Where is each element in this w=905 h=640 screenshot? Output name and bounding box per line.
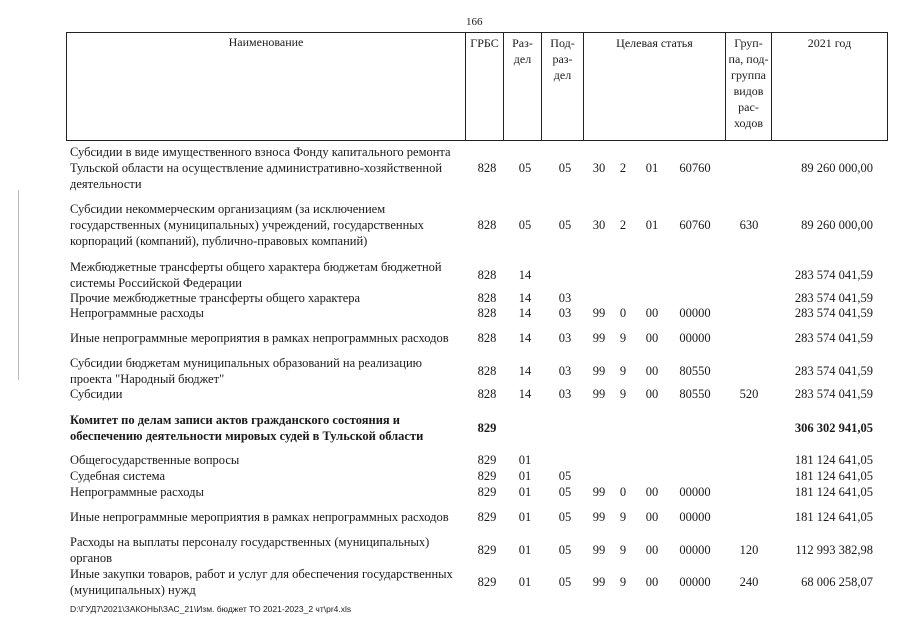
header-group-line: видов <box>733 84 764 98</box>
cell-sum: 181 124 641,05 <box>794 469 873 483</box>
cell-sum: 283 574 041,59 <box>794 268 873 282</box>
cell-sum: 283 574 041,59 <box>794 306 873 320</box>
cell-grbs: 829 <box>477 543 497 557</box>
row-name-line: системы Российской Федерации <box>70 276 242 290</box>
cell-razdel: 01 <box>518 575 532 589</box>
header-target-label: Целевая статья <box>616 36 693 50</box>
cell-razdel: 14 <box>518 331 532 345</box>
row-name-line: Судебная система <box>70 469 166 483</box>
cell-target-4: 00000 <box>679 485 711 499</box>
cell-target-1: 99 <box>592 387 606 401</box>
cell-sum: 181 124 641,05 <box>794 453 873 467</box>
cell-razdel: 14 <box>518 268 532 282</box>
cell-target-4: 00000 <box>679 510 711 524</box>
cell-target-2: 0 <box>619 306 627 320</box>
row-name-line: корпораций (компаний), публично-правовых компаний) <box>70 234 368 248</box>
cell-sum: 68 006 258,07 <box>801 575 873 589</box>
cell-target-2: 2 <box>619 161 627 175</box>
row-name-line: Непрограммные расходы <box>70 485 204 499</box>
cell-target-3: 00 <box>645 387 659 401</box>
row-name-line: Иные непрограммные мероприятия в рамках непрограммных расходов <box>70 331 449 345</box>
header-group-line: группа <box>731 68 766 82</box>
cell-sum: 283 574 041,59 <box>794 387 873 401</box>
page-number: 166 <box>466 16 483 28</box>
cell-grbs: 828 <box>477 291 497 305</box>
header-podrazdel-line: Под- <box>550 36 575 50</box>
cell-podrazdel: 03 <box>558 291 572 305</box>
cell-target-4: 00000 <box>679 331 711 345</box>
header-podrazdel-line: раз- <box>552 52 573 66</box>
cell-grbs: 828 <box>477 161 497 175</box>
cell-podrazdel: 05 <box>558 469 572 483</box>
cell-target-2: 2 <box>619 218 627 232</box>
cell-grbs: 829 <box>477 485 497 499</box>
cell-target-2: 9 <box>619 364 627 378</box>
cell-target-3: 00 <box>645 331 659 345</box>
cell-target-3: 00 <box>645 510 659 524</box>
cell-group: 520 <box>739 387 759 401</box>
cell-target-1: 99 <box>592 510 606 524</box>
row-name-line: государственных (муниципальных) учреждений, государственных <box>70 218 424 232</box>
cell-podrazdel: 05 <box>558 218 572 232</box>
row-name-line: Субсидии <box>70 387 123 401</box>
cell-target-1: 99 <box>592 575 606 589</box>
cell-target-1: 30 <box>592 218 606 232</box>
cell-target-2: 9 <box>619 331 627 345</box>
row-name-line: Расходы на выплаты персоналу государственных (муниципальных) <box>70 535 430 549</box>
cell-sum: 283 574 041,59 <box>794 291 873 305</box>
header-group-line: Груп- <box>734 36 763 50</box>
cell-sum: 181 124 641,05 <box>794 485 873 499</box>
header-year-label: 2021 год <box>807 36 852 50</box>
cell-razdel: 05 <box>518 218 532 232</box>
cell-group: 120 <box>739 543 759 557</box>
cell-sum: 306 302 941,05 <box>794 421 873 435</box>
cell-grbs: 828 <box>477 268 497 282</box>
cell-podrazdel: 05 <box>558 485 572 499</box>
cell-sum: 89 260 000,00 <box>801 161 873 175</box>
cell-grbs: 828 <box>477 218 497 232</box>
row-name-line: Прочие межбюджетные трансферты общего характера <box>70 291 361 305</box>
cell-grbs: 829 <box>477 453 497 467</box>
cell-target-3: 00 <box>645 575 659 589</box>
row-name-line: обеспечению деятельности мировых судей в Тульской области <box>70 429 424 443</box>
header-grbs-label: ГРБС <box>470 36 499 50</box>
header-group-line: ходов <box>734 116 763 130</box>
cell-podrazdel: 05 <box>558 575 572 589</box>
cell-target-3: 00 <box>645 306 659 320</box>
header-group-line: па, под- <box>728 52 769 66</box>
row-name-line: деятельности <box>70 177 142 191</box>
row-name-line: Непрограммные расходы <box>70 306 204 320</box>
cell-target-3: 00 <box>645 543 659 557</box>
row-name-line: Иные непрограммные мероприятия в рамках непрограммных расходов <box>70 510 449 524</box>
header-group-line: рас- <box>738 100 759 114</box>
row-name-line: проекта "Народный бюджет" <box>70 372 225 386</box>
cell-razdel: 01 <box>518 543 532 557</box>
header-name: Наименование <box>228 35 304 49</box>
row-name-line: (муниципальных) нужд <box>70 583 196 597</box>
cell-razdel: 01 <box>518 469 532 483</box>
cell-target-3: 00 <box>645 485 659 499</box>
cell-sum: 283 574 041,59 <box>794 364 873 378</box>
cell-grbs: 828 <box>477 306 497 320</box>
cell-sum: 89 260 000,00 <box>801 218 873 232</box>
cell-razdel: 01 <box>518 485 532 499</box>
cell-target-2: 9 <box>619 387 627 401</box>
row-name-line: Общегосударственные вопросы <box>70 453 240 467</box>
cell-podrazdel: 03 <box>558 331 572 345</box>
cell-razdel: 01 <box>518 510 532 524</box>
header-razdel-line: Раз- <box>512 36 533 50</box>
cell-razdel: 05 <box>518 161 532 175</box>
cell-target-4: 80550 <box>679 364 711 378</box>
cell-target-4: 60760 <box>679 161 711 175</box>
cell-target-1: 99 <box>592 485 606 499</box>
cell-sum: 181 124 641,05 <box>794 510 873 524</box>
header-podrazdel-line: дел <box>553 68 572 82</box>
cell-grbs: 829 <box>477 510 497 524</box>
cell-target-2: 0 <box>619 485 627 499</box>
header-razdel-line: дел <box>513 52 532 66</box>
row-name-line: Субсидии некоммерческим организациям (за исключением <box>70 202 386 216</box>
row-name-line: органов <box>70 551 113 565</box>
cell-podrazdel: 03 <box>558 387 572 401</box>
cell-target-4: 00000 <box>679 306 711 320</box>
row-name-line: Субсидии бюджетам муниципальных образований на реализацию <box>70 356 422 370</box>
cell-target-2: 9 <box>619 543 627 557</box>
cell-target-3: 00 <box>645 364 659 378</box>
cell-razdel: 14 <box>518 291 532 305</box>
cell-razdel: 14 <box>518 306 532 320</box>
cell-target-4: 00000 <box>679 575 711 589</box>
cell-podrazdel: 05 <box>558 161 572 175</box>
cell-podrazdel: 05 <box>558 543 572 557</box>
cell-target-1: 99 <box>592 543 606 557</box>
cell-grbs: 828 <box>477 364 497 378</box>
cell-target-4: 80550 <box>679 387 711 401</box>
cell-razdel: 01 <box>518 453 532 467</box>
cell-grbs: 828 <box>477 331 497 345</box>
cell-podrazdel: 03 <box>558 364 572 378</box>
cell-target-1: 99 <box>592 331 606 345</box>
cell-target-2: 9 <box>619 510 627 524</box>
row-name-line: Тульской области на осуществление административно-хозяйственной <box>70 161 443 175</box>
cell-sum: 112 993 382,98 <box>795 543 873 557</box>
cell-target-1: 99 <box>592 364 606 378</box>
cell-podrazdel: 03 <box>558 306 572 320</box>
cell-target-1: 99 <box>592 306 606 320</box>
cell-target-2: 9 <box>619 575 627 589</box>
file-path-footer: D:\ГУД7\2021\ЗАКОНЫ\ЗАС_21\Изм. бюджет ТО 2021-2023_2 чт\pr4.xls <box>70 604 352 614</box>
row-name-line: Комитет по делам записи актов гражданского состояния и <box>70 413 400 427</box>
cell-group: 630 <box>739 218 759 232</box>
cell-sum: 283 574 041,59 <box>794 331 873 345</box>
row-name-line: Иные закупки товаров, работ и услуг для обеспечения государственных <box>70 567 453 581</box>
cell-group: 240 <box>739 575 759 589</box>
cell-grbs: 829 <box>477 469 497 483</box>
cell-razdel: 14 <box>518 364 532 378</box>
cell-grbs: 829 <box>477 421 497 435</box>
cell-target-3: 01 <box>645 161 659 175</box>
cell-grbs: 828 <box>477 387 497 401</box>
cell-target-1: 30 <box>592 161 606 175</box>
cell-grbs: 829 <box>477 575 497 589</box>
cell-target-3: 01 <box>645 218 659 232</box>
cell-target-4: 60760 <box>679 218 711 232</box>
cell-podrazdel: 05 <box>558 510 572 524</box>
row-name-line: Субсидии в виде имущественного взноса Фонду капитального ремонта <box>70 145 451 159</box>
cell-razdel: 14 <box>518 387 532 401</box>
cell-target-4: 00000 <box>679 543 711 557</box>
row-name-line: Межбюджетные трансферты общего характера бюджетам бюджетной <box>70 260 442 274</box>
